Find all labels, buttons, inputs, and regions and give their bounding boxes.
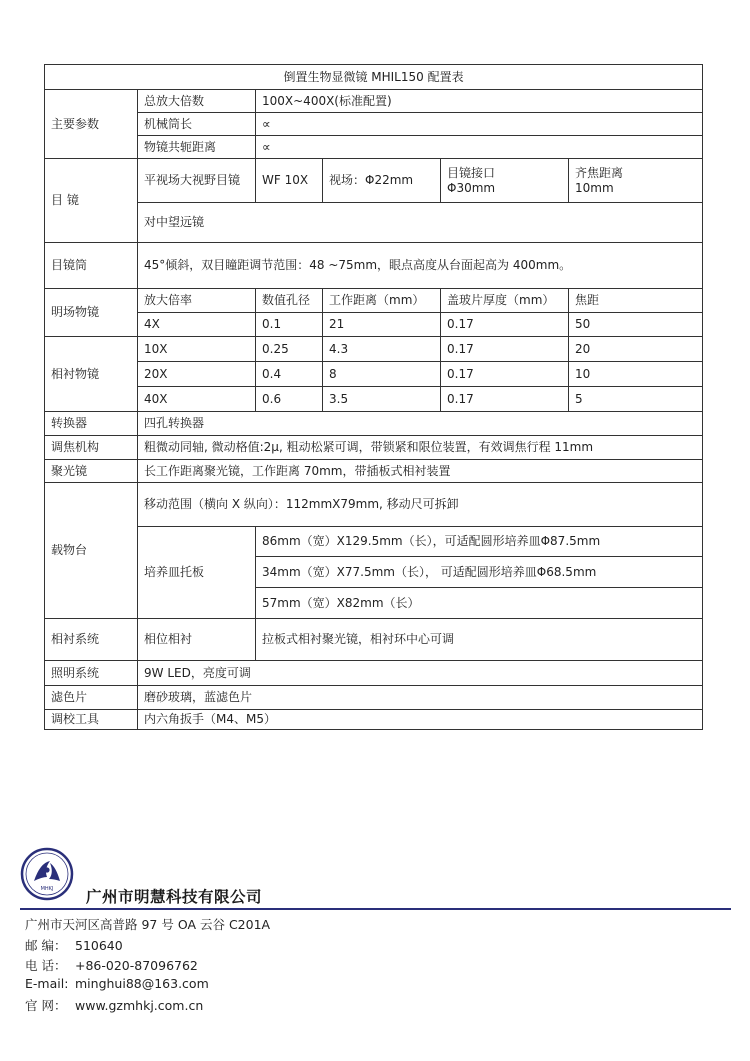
table-cell: 20X: [138, 362, 256, 387]
table-cell: 8: [323, 362, 441, 387]
eyepiece-focus-value: 10mm: [575, 180, 614, 195]
phone-label: 电 话：: [25, 958, 67, 973]
email-link[interactable]: minghui88@163.com: [75, 976, 209, 991]
logo-text: MHKJ: [40, 886, 54, 892]
footer-rule: [20, 908, 731, 910]
eyepiece-name: 平视场大视野目镜: [138, 159, 256, 203]
email-line: [25, 976, 209, 991]
column-header: 焦距: [569, 289, 703, 313]
table-cell: 0.25: [256, 337, 323, 362]
category-tube: 目镜筒: [45, 243, 138, 289]
column-header: 盖玻片厚度（mm）: [441, 289, 569, 313]
table-cell: 0.17: [441, 387, 569, 412]
column-header: 数值孔径: [256, 289, 323, 313]
phone-line: [25, 956, 198, 974]
postcode-label: 邮 编：: [25, 938, 67, 953]
table-cell: 20: [569, 337, 703, 362]
eyepiece-interface-label: 目镜接口: [447, 165, 496, 180]
table-cell: 21: [323, 313, 441, 337]
table-cell: 10: [569, 362, 703, 387]
param-label: 总放大倍数: [138, 90, 256, 113]
param-value: 100X~400X(标准配置): [256, 90, 703, 113]
eyepiece-interface-value: Φ30mm: [447, 180, 496, 195]
category-eyepiece: 目 镜: [45, 159, 138, 243]
tools-value: 内六角扳手（M4、M5）: [138, 710, 703, 730]
table-cell: 0.17: [441, 313, 569, 337]
column-header: 放大倍率: [138, 289, 256, 313]
stage-plate-label: 培养皿托板: [138, 527, 256, 619]
eyepiece-field: 视场：Φ22mm: [323, 159, 441, 203]
eyepiece-telescope: 对中望远镜: [138, 203, 703, 243]
config-table: [44, 64, 703, 730]
focus-value: 粗微动同轴, 微动格值:2μ, 粗动松紧可调，带锁紧和限位装置，有效调焦行程 11mm: [138, 436, 703, 460]
email-label: E-mail:: [25, 976, 69, 991]
postcode-line: [25, 936, 123, 954]
table-cell: 0.17: [441, 362, 569, 387]
param-label: 机械筒长: [138, 113, 256, 136]
eyepiece-interface: [441, 159, 569, 203]
company-logo-icon: [20, 847, 74, 901]
category-lighting: 照明系统: [45, 661, 138, 686]
category-focus: 调焦机构: [45, 436, 138, 460]
stage-plate: 86mm（宽）X129.5mm（长），可适配圆形培养皿Φ87.5mm: [256, 527, 703, 557]
category-filter: 滤色片: [45, 686, 138, 710]
web-line: [25, 996, 203, 1014]
table-cell: 0.6: [256, 387, 323, 412]
phase-system-value: 拉板式相衬聚光镜，相衬环中心可调: [256, 619, 703, 661]
stage-range: 移动范围（横向 X 纵向）：112mmX79mm, 移动尺可拆卸: [138, 483, 703, 527]
category-brightfield: 明场物镜: [45, 289, 138, 337]
table-title: 倒置生物显微镜 MHIL150 配置表: [45, 65, 703, 90]
table-cell: 0.17: [441, 337, 569, 362]
table-cell: 4X: [138, 313, 256, 337]
condenser-value: 长工作距离聚光镜，工作距离 70mm，带插板式相衬装置: [138, 460, 703, 483]
converter-value: 四孔转换器: [138, 412, 703, 436]
lighting-value: 9W LED，亮度可调: [138, 661, 703, 686]
table-cell: 10X: [138, 337, 256, 362]
website-link[interactable]: www.gzmhkj.com.cn: [75, 998, 204, 1013]
table-cell: 0.1: [256, 313, 323, 337]
eyepiece-focus-label: 齐焦距离: [575, 165, 624, 180]
company-name: 广州市明慧科技有限公司: [86, 888, 263, 906]
table-cell: 50: [569, 313, 703, 337]
stage-plate: 57mm（宽）X82mm（长）: [256, 588, 703, 619]
category-main-params: 主要参数: [45, 90, 138, 159]
param-value: ∝: [256, 113, 703, 136]
tube-desc: 45°倾斜，双目瞳距调节范围：48 ~75mm，眼点高度从台面起高为 400mm。: [138, 243, 703, 289]
filter-value: 磨砂玻璃，蓝滤色片: [138, 686, 703, 710]
category-phase-objective: 相衬物镜: [45, 337, 138, 412]
address: 广州市天河区高普路 97 号 OA 云谷 C201A: [25, 917, 271, 932]
category-condenser: 聚光镜: [45, 460, 138, 483]
param-value: ∝: [256, 136, 703, 159]
column-header: 工作距离（mm）: [323, 289, 441, 313]
param-label: 物镜共轭距离: [138, 136, 256, 159]
category-stage: 载物台: [45, 483, 138, 619]
web-label: 官 网：: [25, 998, 67, 1013]
table-cell: 5: [569, 387, 703, 412]
category-converter: 转换器: [45, 412, 138, 436]
category-tools: 调校工具: [45, 710, 138, 730]
eyepiece-model: WF 10X: [256, 159, 323, 203]
table-cell: 4.3: [323, 337, 441, 362]
phone: +86-020-87096762: [75, 958, 198, 973]
table-cell: 0.4: [256, 362, 323, 387]
stage-plate: 34mm（宽）X77.5mm（长）， 可适配圆形培养皿Φ68.5mm: [256, 557, 703, 588]
eyepiece-focus: [569, 159, 703, 203]
phase-system-label: 相位相衬: [138, 619, 256, 661]
table-cell: 40X: [138, 387, 256, 412]
postcode: 510640: [75, 938, 123, 953]
category-phase-system: 相衬系统: [45, 619, 138, 661]
table-cell: 3.5: [323, 387, 441, 412]
